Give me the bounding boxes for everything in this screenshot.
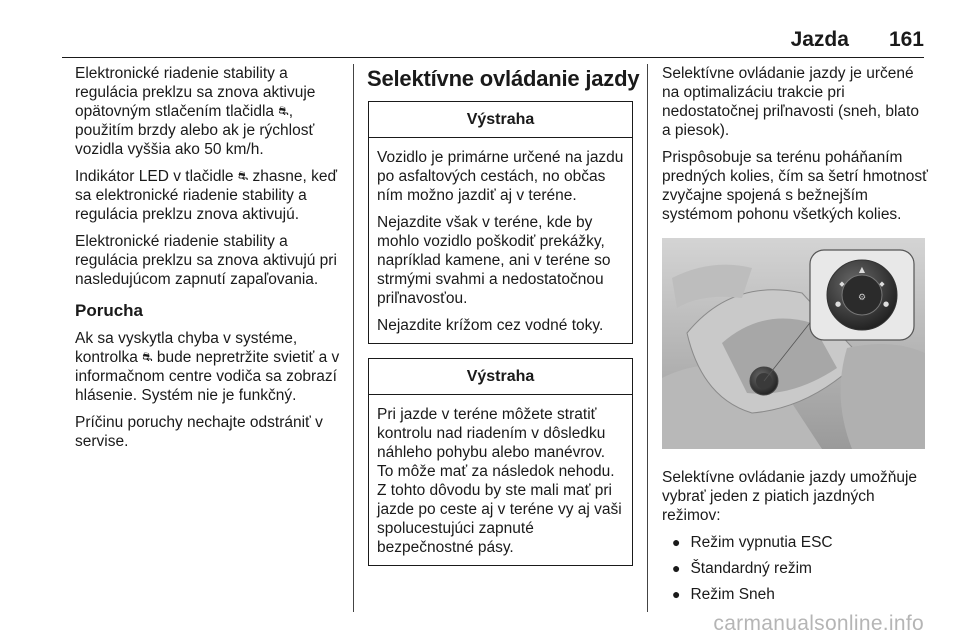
section-title: Selektívne ovládanie jazdy bbox=[367, 66, 640, 91]
paragraph-modes-intro: Selektívne ovládanie jazdy umožňuje vybrať jeden z piatich jazdných režimov: bbox=[662, 469, 918, 524]
right-column bbox=[662, 64, 930, 611]
warning-text: Pri jazde v teréne môžete stratiť kontrolu nad riadením v dôsledku náhleho pohybu alebo manévrov. To môže mať za následok nehodu. Z tohto dôvodu by ste mali mať pri jazde po ceste aj v teréne vy aj vaši spolucestujúci zapnuté bezpečnostné pásy. bbox=[377, 406, 622, 556]
column-divider-2 bbox=[647, 64, 648, 612]
svg-text:◆: ◆ bbox=[879, 280, 885, 288]
paragraph-service: Príčinu poruchy nechajte odstrániť v servise. bbox=[75, 414, 323, 450]
paragraph-reactivation: Elektronické riadenie stability a regulácia preklzu sa znova aktivuje opätovným stlačením tlačidla ⛐, použitím brzdy alebo ak je rýchlosť vozidla vyššia ako 50 km/h. bbox=[75, 65, 316, 158]
paragraph-ignition: Elektronické riadenie stability a regulácia preklzu sa znova aktivujú pri nasledujúcom zapnutí zapaľovania. bbox=[75, 233, 337, 288]
heading-fault: Porucha bbox=[75, 301, 144, 320]
drive-mode-selector-photo bbox=[662, 238, 925, 449]
svg-text:⚙: ⚙ bbox=[857, 293, 867, 303]
list-item: ● Štandardný režim bbox=[672, 560, 812, 577]
page-header bbox=[791, 28, 924, 54]
list-item: ● Režim Sneh bbox=[672, 586, 775, 603]
svg-text:◆: ◆ bbox=[839, 280, 845, 288]
paragraph-fault: Ak sa vyskytla chyba v systéme, kontrolka ⛐ bude nepretržite svietiť a v informačnom centre vodiča sa zobrazí hlásenie. Systém nie je funkčný. bbox=[75, 330, 340, 404]
middle-column bbox=[367, 64, 640, 580]
paragraph-intro: Selektívne ovládanie jazdy je určené na optimalizáciu trakcie pri nedostatočnej priľnavosti (sneh, blato a piesok). bbox=[662, 65, 919, 139]
bullet-icon: ● bbox=[672, 586, 681, 602]
svg-text:●: ● bbox=[882, 300, 890, 308]
bullet-icon: ● bbox=[672, 534, 681, 550]
left-column bbox=[75, 64, 343, 459]
paragraph-led: Indikátor LED v tlačidle ⛐ zhasne, keď sa elektronické riadenie stability a regulácia preklzu znova aktivujú. bbox=[75, 168, 337, 223]
bullet-icon: ● bbox=[672, 560, 681, 576]
svg-text:▲: ▲ bbox=[858, 265, 866, 274]
list-item: ● Režim vypnutia ESC bbox=[672, 534, 833, 551]
svg-text:●: ● bbox=[834, 300, 842, 308]
stability-warning-icon: ⛐ bbox=[142, 350, 153, 364]
drive-mode-list bbox=[662, 533, 930, 604]
paragraph-fwd: Prispôsobuje sa terénu poháňaním predných kolies, čím sa šetrí hmotnosť zvyčajne spojená s bežnejším systémom pohonu všetkých kolies. bbox=[662, 149, 928, 223]
warning-title: Výstraha bbox=[369, 102, 632, 138]
chapter-title: Jazda bbox=[790, 28, 849, 51]
warning-text: Vozidlo je primárne určené na jazdu po asfaltových cestách, no občas ním možno jazdiť aj v teréne. bbox=[377, 149, 624, 204]
warning-text: Nejazdite však v teréne, kde by mohlo vozidlo poškodiť prekážky, napríklad kamene, ani v teréne so strmými svahmi a nedostatočnou priľnavosťou. bbox=[377, 214, 611, 307]
warning-title: Výstraha bbox=[369, 359, 632, 395]
esc-off-icon: ⛐ bbox=[278, 104, 289, 118]
watermark[interactable]: carmanualsonline.info bbox=[713, 612, 924, 635]
esc-off-icon: ⛐ bbox=[237, 169, 249, 183]
warning-box-1 bbox=[368, 101, 633, 344]
header-rule bbox=[62, 57, 924, 58]
warning-box-2 bbox=[368, 358, 633, 566]
warning-text: Nejazdite krížom cez vodné toky. bbox=[377, 317, 604, 334]
column-divider-1 bbox=[353, 64, 354, 612]
page-number: 161 bbox=[888, 28, 924, 51]
